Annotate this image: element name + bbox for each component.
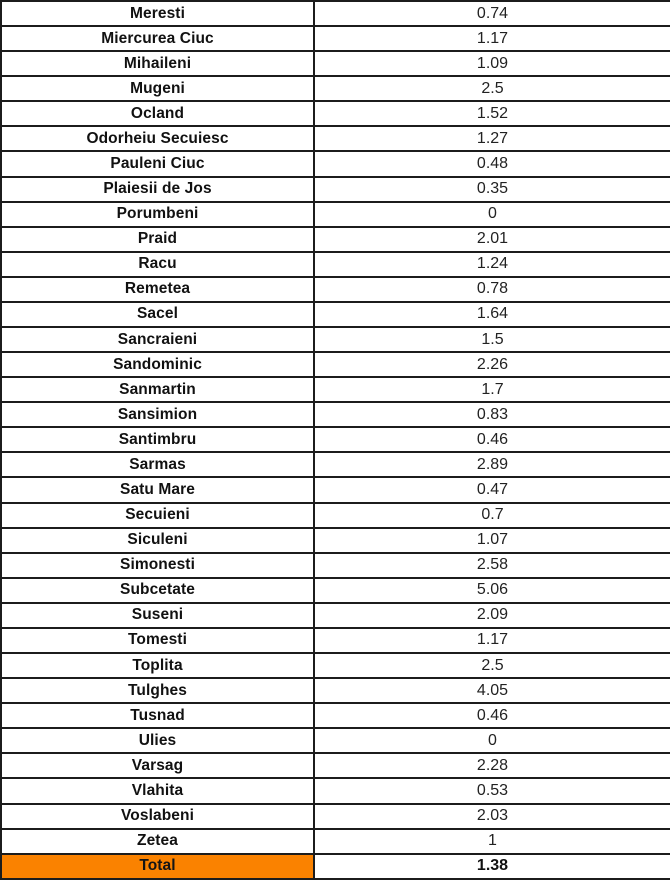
- total-value-cell: 1.38: [314, 854, 670, 879]
- value-cell: 0.46: [314, 427, 670, 452]
- locality-name-cell: Sandominic: [1, 352, 314, 377]
- table-row: [1, 778, 670, 803]
- value-cell: 1.09: [314, 51, 670, 76]
- locality-name-cell: Sancraieni: [1, 327, 314, 352]
- locality-name-cell: Satu Mare: [1, 477, 314, 502]
- value-cell: 0.47: [314, 477, 670, 502]
- table-body: [1, 1, 670, 879]
- value-cell: 5.06: [314, 578, 670, 603]
- locality-name-cell: Secuieni: [1, 503, 314, 528]
- table-row: [1, 51, 670, 76]
- locality-name-cell: Suseni: [1, 603, 314, 628]
- value-cell: 1.5: [314, 327, 670, 352]
- locality-name-cell: Santimbru: [1, 427, 314, 452]
- locality-name-cell: Vlahita: [1, 778, 314, 803]
- table-row: [1, 26, 670, 51]
- locality-name-cell: Siculeni: [1, 528, 314, 553]
- locality-name-cell: Meresti: [1, 1, 314, 26]
- table-row: [1, 1, 670, 26]
- value-cell: 0: [314, 202, 670, 227]
- locality-name-cell: Miercurea Ciuc: [1, 26, 314, 51]
- value-cell: 0.74: [314, 1, 670, 26]
- locality-name-cell: Toplita: [1, 653, 314, 678]
- value-cell: 1.24: [314, 252, 670, 277]
- value-cell: 2.26: [314, 352, 670, 377]
- locality-name-cell: Sarmas: [1, 452, 314, 477]
- value-cell: 1.27: [314, 126, 670, 151]
- value-cell: 0: [314, 728, 670, 753]
- value-cell: 2.03: [314, 804, 670, 829]
- table-row: [1, 804, 670, 829]
- table-row: [1, 151, 670, 176]
- locality-name-cell: Voslabeni: [1, 804, 314, 829]
- locality-name-cell: Ulies: [1, 728, 314, 753]
- value-cell: 2.58: [314, 553, 670, 578]
- table-row: [1, 427, 670, 452]
- locality-name-cell: Ocland: [1, 101, 314, 126]
- locality-name-cell: Mugeni: [1, 76, 314, 101]
- table-row: [1, 126, 670, 151]
- value-cell: 0.53: [314, 778, 670, 803]
- locality-name-cell: Porumbeni: [1, 202, 314, 227]
- value-cell: 2.5: [314, 76, 670, 101]
- table-row: [1, 377, 670, 402]
- table-row: [1, 177, 670, 202]
- value-cell: 2.01: [314, 227, 670, 252]
- locality-name-cell: Plaiesii de Jos: [1, 177, 314, 202]
- value-cell: 0.78: [314, 277, 670, 302]
- value-cell: 0.48: [314, 151, 670, 176]
- table-row: [1, 653, 670, 678]
- value-cell: 2.28: [314, 753, 670, 778]
- table-row: [1, 352, 670, 377]
- table-row: [1, 503, 670, 528]
- locality-name-cell: Zetea: [1, 829, 314, 854]
- value-cell: 2.5: [314, 653, 670, 678]
- value-cell: 1.7: [314, 377, 670, 402]
- value-cell: 0.46: [314, 703, 670, 728]
- table-row: [1, 252, 670, 277]
- value-cell: 0.35: [314, 177, 670, 202]
- table-row: [1, 628, 670, 653]
- locality-name-cell: Tomesti: [1, 628, 314, 653]
- table-row: [1, 327, 670, 352]
- table-row: [1, 703, 670, 728]
- locality-name-cell: Varsag: [1, 753, 314, 778]
- value-cell: 2.89: [314, 452, 670, 477]
- locality-name-cell: Simonesti: [1, 553, 314, 578]
- table-row: [1, 101, 670, 126]
- table-row: [1, 603, 670, 628]
- locality-name-cell: Remetea: [1, 277, 314, 302]
- value-cell: 0.83: [314, 402, 670, 427]
- total-row: [1, 854, 670, 879]
- table-row: [1, 829, 670, 854]
- table-row: [1, 202, 670, 227]
- locality-name-cell: Sanmartin: [1, 377, 314, 402]
- table-row: [1, 728, 670, 753]
- value-cell: 0.7: [314, 503, 670, 528]
- locality-name-cell: Racu: [1, 252, 314, 277]
- table-row: [1, 277, 670, 302]
- locality-name-cell: Pauleni Ciuc: [1, 151, 314, 176]
- value-cell: 1.07: [314, 528, 670, 553]
- value-cell: 1.17: [314, 26, 670, 51]
- locality-name-cell: Mihaileni: [1, 51, 314, 76]
- table-row: [1, 227, 670, 252]
- table-row: [1, 452, 670, 477]
- locality-name-cell: Tulghes: [1, 678, 314, 703]
- table-row: [1, 76, 670, 101]
- table-row: [1, 553, 670, 578]
- table-row: [1, 477, 670, 502]
- value-cell: 1: [314, 829, 670, 854]
- value-cell: 1.52: [314, 101, 670, 126]
- total-label-cell: Total: [1, 854, 314, 879]
- value-cell: 2.09: [314, 603, 670, 628]
- locality-name-cell: Odorheiu Secuiesc: [1, 126, 314, 151]
- value-cell: 4.05: [314, 678, 670, 703]
- table-row: [1, 402, 670, 427]
- table-row: [1, 678, 670, 703]
- table-row: [1, 528, 670, 553]
- locality-name-cell: Sansimion: [1, 402, 314, 427]
- value-cell: 1.64: [314, 302, 670, 327]
- locality-name-cell: Subcetate: [1, 578, 314, 603]
- locality-name-cell: Tusnad: [1, 703, 314, 728]
- locality-name-cell: Sacel: [1, 302, 314, 327]
- table-row: [1, 753, 670, 778]
- table-row: [1, 302, 670, 327]
- locality-name-cell: Praid: [1, 227, 314, 252]
- table-row: [1, 578, 670, 603]
- value-cell: 1.17: [314, 628, 670, 653]
